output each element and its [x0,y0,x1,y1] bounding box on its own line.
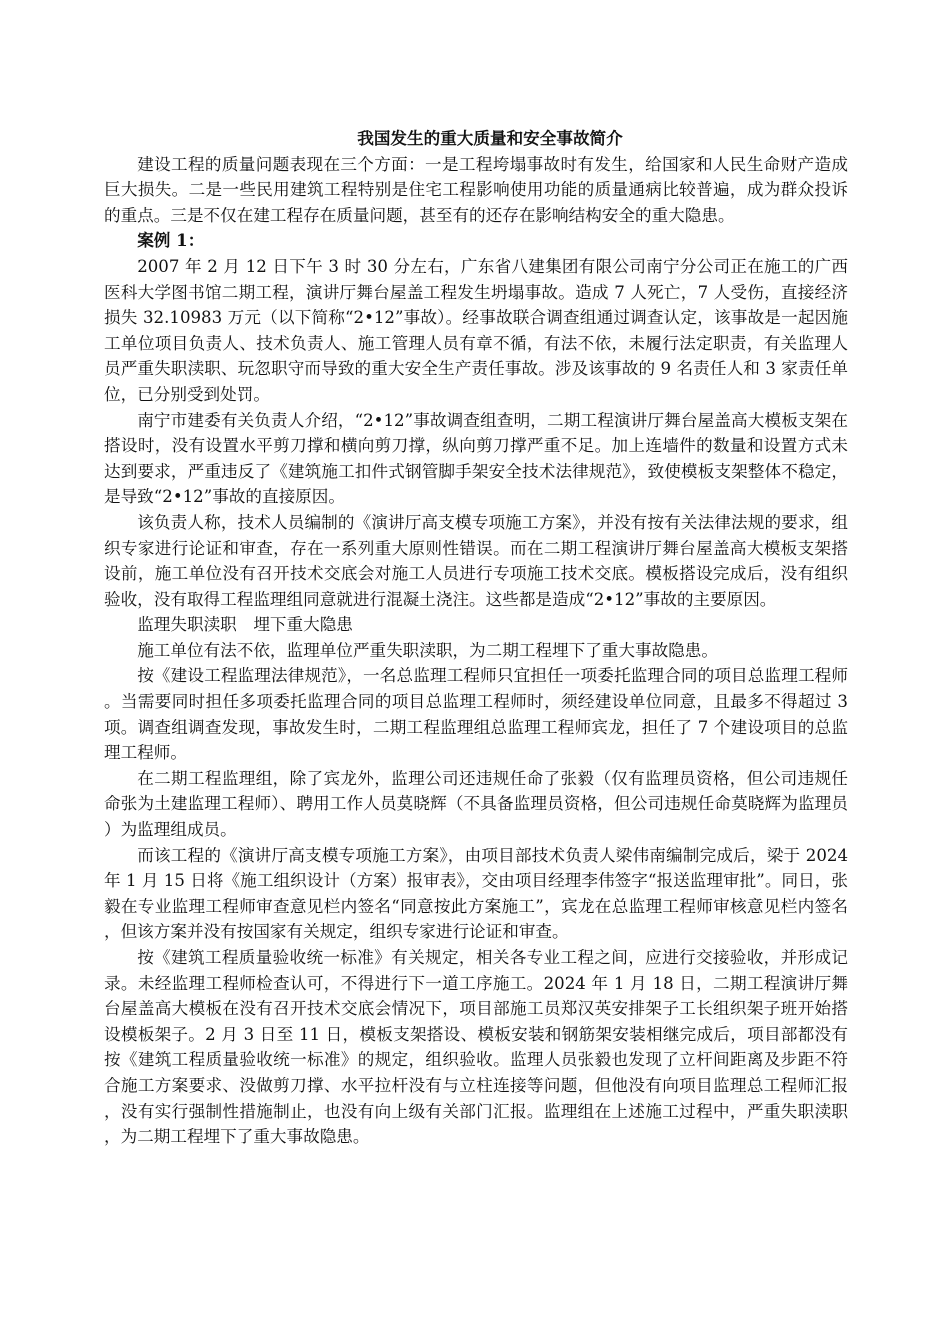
regulation-paragraph: 按《建设工程监理法律规范》，一名总监理工程师只宜担任一项委托监理合同的项目总监理工程师。当需要同时担任多项委托监理合同的项目总监理工程师时，须经建设单位同意，且最多不得超过 3 项。调查组调查发现，事故发生时，二期工程监理组总监理工程师宾龙，担任了 7 个建设项目的总监理工程师。 [104,666,848,763]
plan-approval-paragraph: 而该工程的《演讲厅高支模专项施工方案》，由项目部技术负责人梁伟南编制完成后，梁于 2024 年 1 月 15 日将《施工组织设计（方案）报审表》，交由项目经理李伟签字“报送监理审批”。同日，张毅在专业监理工程师审查意见栏内签名“同意按此方案施工”，宾龙在总监理工程师审核意见栏内签名，但该方案并没有按国家有关规定，组织专家进行论证和审查。 [104,845,848,942]
document-page [104,126,848,1150]
direct-cause-paragraph: 南宁市建委有关负责人介绍，“2•12”事故调查组查明，二期工程演讲厅舞台屋盖高大模板支架在搭设时，没有设置水平剪刀撑和横向剪刀撑，纵向剪刀撑严重不足。加上连墙件的数量和设置方式未达到要求，严重违反了《建筑施工扣件式钢管脚手架安全技术法律规范》，致使模板支架整体不稳定，是导致“2•12”事故的直接原因。 [104,410,848,507]
document-title: 我国发生的重大质量和安全事故简介 [357,128,623,148]
section-subheading: 监理失职渎职 埋下重大隐患 [137,615,353,635]
case-heading: 案例 1： [137,230,205,251]
case-summary-paragraph: 2007 年 2 月 12 日下午 3 时 30 分左右，广东省八建集团有限公司南宁分公司正在施工的广西医科大学图书馆二期工程，演讲厅舞台屋盖工程发生坍塌事故。造成 7 人死亡，7 人受伤，直接经济损失 32.10983 万元（以下简称“2•12”事故）。经事故联合调查组通过调查认定，该事故是一起因施工单位项目负责人、技术负责人、施工管理人员有章不循，有法不依，未履行法定职责，有关监理人员严重失职渎职、玩忽职守而导致的重大安全生产责任事故。涉及该事故的 9 名责任人和 3 家责任单位，已分别受到处罚。 [104,256,848,404]
intro-paragraph: 建设工程的质量问题表现在三个方面：一是工程垮塌事故时有发生，给国家和人民生命财产造成巨大损失。二是一些民用建筑工程特别是住宅工程影响使用功能的质量通病比较普遍，成为群众投诉的重点。三是不仅在建工程存在质量问题，甚至有的还存在影响结构安全的重大隐患。 [104,154,848,225]
supervision-paragraph: 施工单位有法不依，监理单位严重失职渎职，为二期工程埋下了重大事故隐患。 [137,640,718,660]
main-cause-paragraph: 该负责人称，技术人员编制的《演讲厅高支模专项施工方案》，并没有按有关法律法规的要求，组织专家进行论证和审查，存在一系列重大原则性错误。而在二期工程演讲厅舞台屋盖高大模板支架搭设前，施工单位没有召开技术交底会对施工人员进行专项施工技术交底。模板搭设完成后，没有组织验收，没有取得工程监理组同意就进行混凝土浇注。这些都是造成“2•12”事故的主要原因。 [104,512,848,609]
acceptance-paragraph: 按《建筑工程质量验收统一标准》有关规定，相关各专业工程之间，应进行交接验收，并形成记录。未经监理工程师检查认可，不得进行下一道工序施工。2024 年 1 月 18 日，二期工程演讲厅舞台屋盖高大模板在没有召开技术交底会情况下，项目部施工员郑汉英安排架子工长组织架子班开始搭设模板架子。2 月 3 日至 11 日，模板支架搭设、模板安装和钢筋架安装相继完成后，项目部都没有按《建筑工程质量验收统一标准》的规定，组织验收。监理人员张毅也发现了立杆间距离及步距不符合施工方案要求、没做剪刀撑、水平拉杆没有与立柱连接等问题，但他没有向项目监理总工程师汇报，没有实行强制性措施制止，也没有向上级有关部门汇报。监理组在上述施工过程中，严重失职渎职，为二期工程埋下了重大事故隐患。 [104,948,848,1147]
staffing-paragraph: 在二期工程监理组，除了宾龙外，监理公司还违规任命了张毅（仅有监理员资格，但公司违规任命张为土建监理工程师）、聘用工作人员莫晓辉（不具备监理员资格，但公司违规任命莫晓辉为监理员）为监理组成员。 [104,768,848,840]
